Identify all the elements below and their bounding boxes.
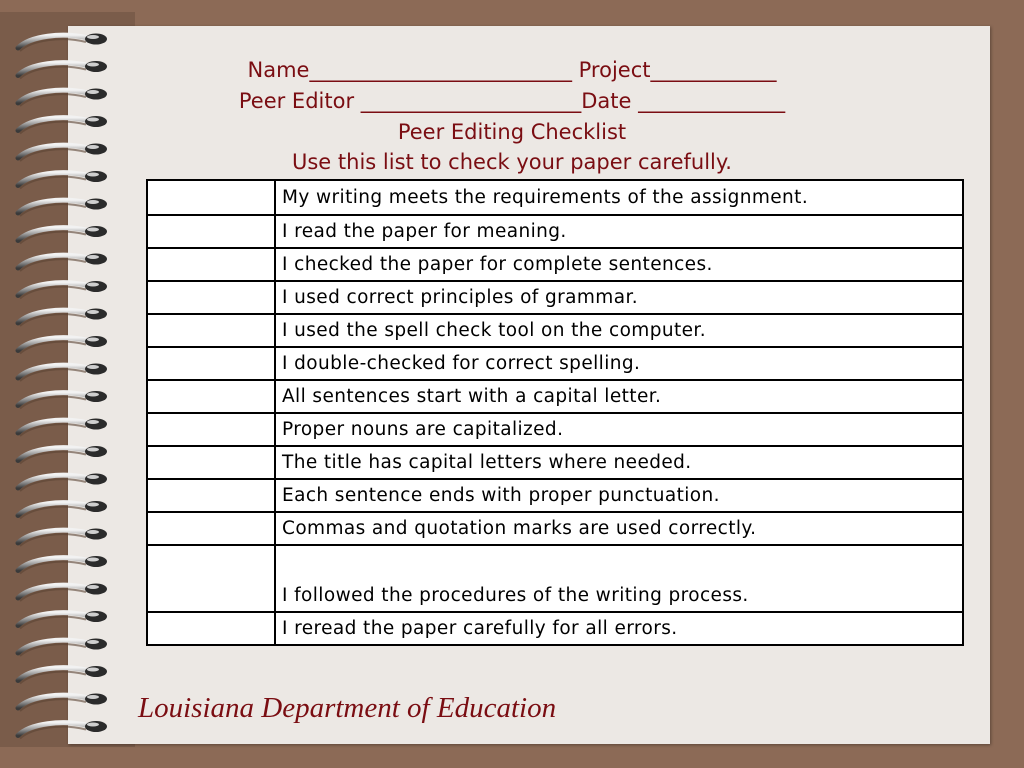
table-row <box>147 314 963 347</box>
checklist-item: Proper nouns are capitalized. <box>275 413 963 446</box>
binding-ring <box>18 584 107 602</box>
table-row <box>147 479 963 512</box>
binding-ring <box>18 694 107 712</box>
check-box-cell[interactable] <box>147 512 275 545</box>
checklist-title: Peer Editing Checklist <box>397 120 627 144</box>
table-row <box>147 446 963 479</box>
checklist-item: I reread the paper carefully for all errors. <box>275 612 963 645</box>
binding-ring <box>18 364 107 382</box>
binding-ring <box>18 419 107 437</box>
binding-ring <box>18 611 107 629</box>
checklist-item: I used correct principles of grammar. <box>275 281 963 314</box>
binding-ring <box>18 254 107 272</box>
checklist-item: My writing meets the requirements of the assignment. <box>275 180 963 215</box>
binding-ring <box>18 336 107 354</box>
check-box-cell[interactable] <box>147 314 275 347</box>
peer-editor-date-line[interactable]: Peer Editor _____________________Date ______________ <box>238 89 786 113</box>
spiral-binding-icon <box>0 0 120 768</box>
checklist-item: I read the paper for meaning. <box>275 215 963 248</box>
table-row <box>147 347 963 380</box>
name-project-line[interactable]: Name_________________________ Project____________ <box>247 58 777 82</box>
check-box-cell[interactable] <box>147 347 275 380</box>
binding-ring <box>18 226 107 244</box>
table-row <box>147 545 963 612</box>
checklist-table <box>146 179 964 646</box>
footer-organization: Louisiana Department of Education <box>138 692 557 724</box>
binding-ring <box>18 391 107 409</box>
table-row <box>147 380 963 413</box>
checklist-instruction: Use this list to check your paper carefully. <box>292 150 732 174</box>
binding-ring <box>18 474 107 492</box>
table-row <box>147 281 963 314</box>
checklist-item: Each sentence ends with proper punctuation. <box>275 479 963 512</box>
check-box-cell[interactable] <box>147 612 275 645</box>
check-box-cell[interactable] <box>147 248 275 281</box>
binding-ring <box>18 666 107 684</box>
binding-ring <box>18 34 107 52</box>
checklist-item: I used the spell check tool on the computer. <box>275 314 963 347</box>
binding-ring <box>18 199 107 217</box>
check-box-cell[interactable] <box>147 446 275 479</box>
checklist-item: I double-checked for correct spelling. <box>275 347 963 380</box>
binding-ring <box>18 446 107 464</box>
check-box-cell[interactable] <box>147 215 275 248</box>
checklist-item: The title has capital letters where needed. <box>275 446 963 479</box>
check-box-cell[interactable] <box>147 413 275 446</box>
check-box-cell[interactable] <box>147 380 275 413</box>
table-row <box>147 215 963 248</box>
checklist-item: All sentences start with a capital letter. <box>275 380 963 413</box>
check-box-cell[interactable] <box>147 545 275 612</box>
check-box-cell[interactable] <box>147 180 275 215</box>
checklist-item: I followed the procedures of the writing process. <box>275 545 963 612</box>
table-row <box>147 512 963 545</box>
check-box-cell[interactable] <box>147 281 275 314</box>
binding-ring <box>18 501 107 519</box>
check-box-cell[interactable] <box>147 479 275 512</box>
table-row <box>147 612 963 645</box>
binding-ring <box>18 309 107 327</box>
binding-ring <box>18 639 107 657</box>
table-row <box>147 180 963 215</box>
table-row <box>147 413 963 446</box>
binding-ring <box>18 529 107 547</box>
checklist-item: Commas and quotation marks are used correctly. <box>275 512 963 545</box>
checklist-item: I checked the paper for complete sentences. <box>275 248 963 281</box>
binding-ring <box>18 721 107 739</box>
table-row <box>147 248 963 281</box>
binding-ring <box>18 556 107 574</box>
binding-ring <box>18 281 107 299</box>
